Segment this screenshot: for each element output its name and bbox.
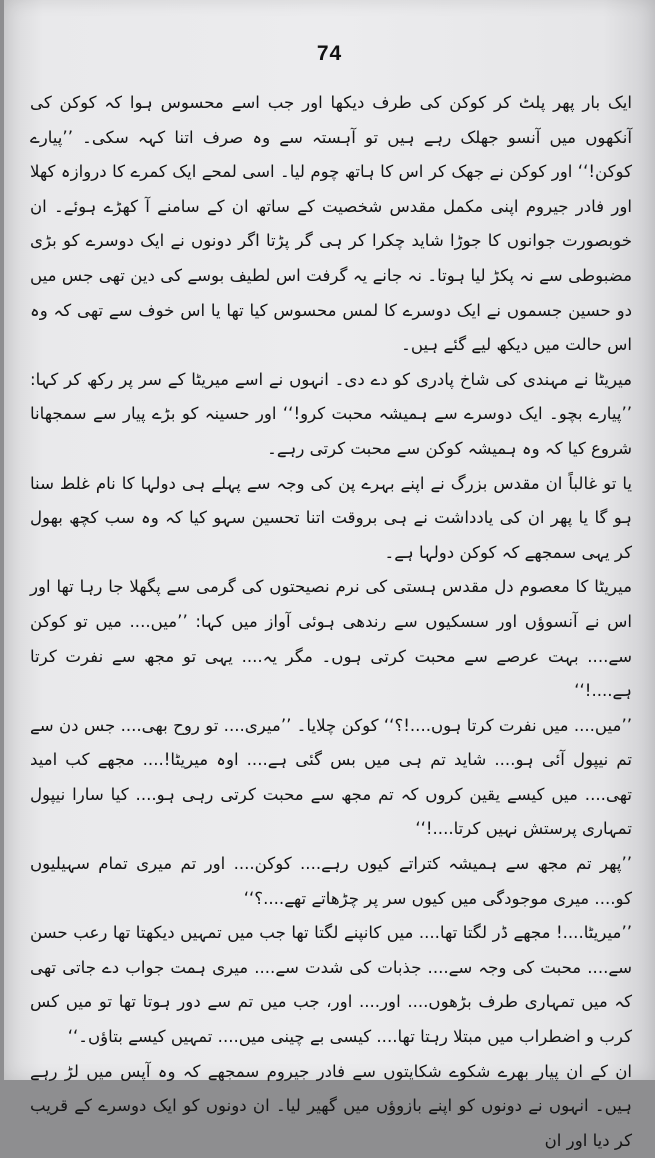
page-text [30, 86, 632, 1158]
paragraph-4: میریٹا کا معصوم دل مقدس ہستی کی نرم نصیحتوں کی گرمی سے پگھلا جا رہا تھا اور اس نے آنسوؤں اور سسکیوں سے رندھی ہوئی آواز میں کہا: ’’میں.... میں تو کوکن سے.... بہت عرصے سے محبت کرتی ہوں۔ مگر یہ.... یہی تو مجھ سے نفرت کرتا ہے....!‘‘ [30, 577, 632, 701]
paragraph-8: ان کے ان پیار بھرے شکوے شکایتوں سے فادر جیروم سمجھے کہ وہ آپس میں لڑ رہے ہیں۔ انہوں نے دونوں کو اپنے بازوؤں میں گھیر لیا۔ ان دونوں کو ایک دوسرے کے قریب کر دیا اور ان [30, 1061, 632, 1150]
paragraph-7: ’’میریٹا....! مجھے ڈر لگتا تھا.... میں کانپنے لگتا تھا جب میں تمہیں دیکھتا تھا رعب حسن سے.... محبت کی وجہ سے.... جذبات کی شدت سے.... میری ہمت جواب دے جاتی تھی کہ میں تمہاری طرف بڑھوں.... اور.... اور، جب میں تم سے دور ہوتا تھا تو میں کس کرب و اضطراب میں مبتلا رہتا تھا.... کیسی بے چینی میں.... تمہیں کیسے بتاؤں۔‘‘ [30, 923, 632, 1047]
page-number: 74 [316, 42, 343, 65]
paragraph-5: ’’میں.... میں نفرت کرتا ہوں....!؟‘‘ کوکن چلایا۔ ’’میری.... تو روح بھی.... جس دن سے تم نیپول آئی ہو.... شاید تم ہی میں بس گئی ہے.... اوہ میریٹا!.... مجھے کب امید تھی.... میں کیسے یقین کروں کہ تم مجھ سے محبت کرتی رہی ہو.... کیا سارا نیپول تمہاری پرستش نہیں کرتا....!‘‘ [30, 715, 632, 839]
paragraph-6: ’’پھر تم مجھ سے ہمیشہ کتراتے کیوں رہے.... کوکن.... اور تم میری تمام سہیلیوں کو.... میری موجودگی میں کیوں سر پر چڑھاتے تھے....؟‘‘ [30, 854, 632, 908]
paragraph-2: میریٹا نے مہندی کی شاخ پادری کو دے دی۔ انہوں نے اسے میریٹا کے سر پر رکھ کر کہا: ’’پیارے بچو۔ ایک دوسرے سے ہمیشہ محبت کرو!‘‘ اور حسینہ کو بڑے پیار سے سمجھانا شروع کیا کہ وہ ہمیشہ کوکن سے محبت کرتی رہے۔ [30, 369, 632, 458]
book-page [4, 0, 655, 1150]
paragraph-3: یا تو غالباً ان مقدس بزرگ نے اپنے بہرے پن کی وجہ سے پہلے ہی دولہا کا نام غلط سنا ہو گا یا پھر ان کی یادداشت نے ہی بروقت اتنا تحسین سہو کیا کہ وہ سب کچھ بھول کر یہی سمجھے کہ کوکن دولہا ہے۔ [30, 473, 632, 562]
paragraph-1: ایک بار پھر پلٹ کر کوکن کی طرف دیکھا اور جب اسے محسوس ہوا کہ کوکن کی آنکھوں میں آنسو جھلک رہے ہیں تو آہستہ سے وہ صرف اتنا کہہ سکی۔ ’’پیارے کوکن!‘‘ اور کوکن نے جھک کر اس کا ہاتھ چوم لیا۔ اسی لمحے ایک کمرے کا دروازہ کھلا اور فادر جیروم اپنی مکمل مقدس شخصیت کے ساتھ ان کے سامنے آ کھڑے ہوئے۔ ان خوبصورت جوانوں کا جوڑا شاید چکرا کر ہی گر پڑتا اگر دونوں نے ایک دوسرے کو بڑی مضبوطی سے نہ پکڑ لیا ہوتا۔ نہ جانے یہ گرفت اس لطیف بوسے کی دین تھی جس میں دو حسین جسموں نے ایک دوسرے کا لمس محسوس کیا تھا یا اس خوف سے تھی کہ وہ اس حالت میں دیکھ لیے گئے ہیں۔ [30, 93, 632, 355]
